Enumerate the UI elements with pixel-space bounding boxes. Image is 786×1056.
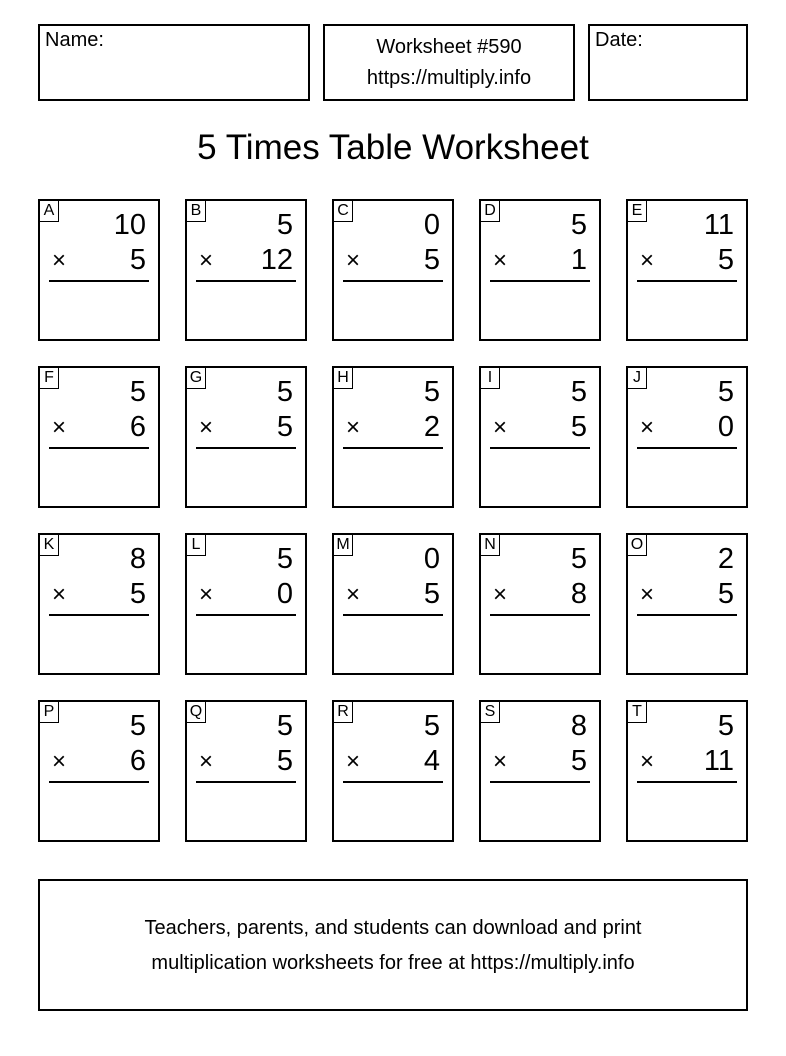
multiplicand: 5	[570, 376, 587, 408]
answer-line	[637, 280, 737, 282]
problem-letter: C	[334, 201, 353, 222]
multiplier: 5	[717, 578, 734, 610]
multiplier: 5	[423, 578, 440, 610]
problem-letter: D	[481, 201, 500, 222]
problem-letter: H	[334, 368, 353, 389]
problem-letter: R	[334, 702, 353, 723]
problem-card[interactable]	[185, 199, 307, 341]
answer-line	[196, 614, 296, 616]
problem-letter: B	[187, 201, 206, 222]
answer-line	[343, 280, 443, 282]
answer-line	[490, 781, 590, 783]
problem-card[interactable]	[479, 700, 601, 842]
multiplicand: 5	[570, 209, 587, 241]
problem-letter: E	[628, 201, 647, 222]
multiplicand: 5	[717, 376, 734, 408]
problem-letter: P	[40, 702, 59, 723]
problem-card[interactable]	[332, 199, 454, 341]
multiplicand: 5	[129, 710, 146, 742]
problem-card[interactable]	[626, 700, 748, 842]
problem-card[interactable]	[479, 199, 601, 341]
problem-letter: S	[481, 702, 500, 723]
multiplier: 4	[423, 745, 440, 777]
footer-box	[38, 879, 748, 1011]
multiplicand: 5	[717, 710, 734, 742]
problem-card[interactable]	[626, 199, 748, 341]
multiplicand: 5	[276, 209, 293, 241]
multiply-sign: ×	[52, 748, 67, 775]
multiplier: 5	[129, 244, 146, 276]
problem-card[interactable]	[626, 366, 748, 508]
problem-card[interactable]	[479, 533, 601, 675]
problem-card[interactable]	[626, 533, 748, 675]
answer-line	[196, 781, 296, 783]
worksheet-number: Worksheet #590	[376, 36, 522, 58]
multiply-sign: ×	[640, 748, 655, 775]
multiply-sign: ×	[493, 581, 508, 608]
multiplier: 12	[260, 244, 293, 276]
multiplicand: 10	[113, 209, 146, 241]
multiplier: 5	[276, 745, 293, 777]
problem-card[interactable]	[479, 366, 601, 508]
problem-card[interactable]	[38, 700, 160, 842]
answer-line	[49, 447, 149, 449]
answer-line	[343, 614, 443, 616]
multiplicand: 0	[423, 543, 440, 575]
answer-line	[343, 447, 443, 449]
name-field[interactable]	[38, 24, 310, 101]
multiplier: 5	[129, 578, 146, 610]
name-label: Name:	[45, 29, 104, 51]
multiply-sign: ×	[199, 414, 214, 441]
worksheet-info-box	[323, 24, 575, 101]
multiply-sign: ×	[346, 247, 361, 274]
answer-line	[490, 447, 590, 449]
multiplier: 11	[703, 745, 734, 777]
multiplicand: 5	[276, 376, 293, 408]
problem-card[interactable]	[332, 366, 454, 508]
multiply-sign: ×	[493, 414, 508, 441]
multiplicand: 5	[423, 710, 440, 742]
problem-card[interactable]	[332, 700, 454, 842]
multiplicand: 5	[129, 376, 146, 408]
multiplier: 6	[129, 411, 146, 443]
problem-letter: Q	[187, 702, 206, 723]
problem-letter: G	[187, 368, 206, 389]
multiply-sign: ×	[640, 247, 655, 274]
multiply-sign: ×	[199, 748, 214, 775]
multiply-sign: ×	[346, 581, 361, 608]
answer-line	[637, 614, 737, 616]
multiply-sign: ×	[52, 414, 67, 441]
worksheet-url: https://multiply.info	[366, 67, 532, 89]
multiply-sign: ×	[640, 414, 655, 441]
problem-letter: M	[334, 535, 353, 556]
multiplier: 5	[570, 411, 587, 443]
multiply-sign: ×	[640, 581, 655, 608]
problem-letter: I	[481, 368, 500, 389]
date-label: Date:	[595, 29, 643, 51]
multiplier: 5	[570, 745, 587, 777]
multiplicand: 8	[570, 710, 587, 742]
problem-card[interactable]	[185, 366, 307, 508]
problem-letter: L	[187, 535, 206, 556]
multiplier: 8	[570, 578, 587, 610]
page-title: 5 Times Table Worksheet	[197, 128, 589, 167]
answer-line	[343, 781, 443, 783]
multiply-sign: ×	[199, 581, 214, 608]
answer-line	[196, 280, 296, 282]
multiplicand: 0	[423, 209, 440, 241]
problem-letter: F	[40, 368, 59, 389]
multiply-sign: ×	[493, 247, 508, 274]
answer-line	[490, 280, 590, 282]
multiplier: 5	[717, 244, 734, 276]
multiply-sign: ×	[52, 247, 67, 274]
multiply-sign: ×	[346, 414, 361, 441]
multiply-sign: ×	[52, 581, 67, 608]
footer-line-1: Teachers, parents, and students can download and print	[144, 917, 642, 939]
problem-letter: K	[40, 535, 59, 556]
multiplier: 2	[423, 411, 440, 443]
problem-letter: N	[481, 535, 500, 556]
problem-letter: O	[628, 535, 647, 556]
answer-line	[637, 447, 737, 449]
problem-card[interactable]	[38, 366, 160, 508]
multiplicand: 8	[129, 543, 146, 575]
multiplier: 6	[129, 745, 146, 777]
multiplier: 5	[276, 411, 293, 443]
answer-line	[637, 781, 737, 783]
problem-letter: T	[628, 702, 647, 723]
multiply-sign: ×	[493, 748, 508, 775]
multiplicand: 5	[423, 376, 440, 408]
multiply-sign: ×	[346, 748, 361, 775]
answer-line	[49, 280, 149, 282]
multiplier: 0	[717, 411, 734, 443]
problem-card[interactable]	[38, 533, 160, 675]
multiply-sign: ×	[199, 247, 214, 274]
answer-line	[490, 614, 590, 616]
multiplier: 1	[570, 244, 587, 276]
multiplicand: 11	[703, 209, 734, 241]
problem-letter: J	[628, 368, 647, 389]
multiplicand: 5	[276, 710, 293, 742]
footer-line-2: multiplication worksheets for free at https://multiply.info	[151, 952, 635, 974]
problem-card[interactable]	[185, 700, 307, 842]
problem-letter: A	[40, 201, 59, 222]
problem-card[interactable]	[38, 199, 160, 341]
problem-card[interactable]	[185, 533, 307, 675]
multiplicand: 5	[570, 543, 587, 575]
answer-line	[196, 447, 296, 449]
multiplicand: 5	[276, 543, 293, 575]
multiplicand: 2	[717, 543, 734, 575]
date-field[interactable]	[588, 24, 748, 101]
problem-card[interactable]	[332, 533, 454, 675]
multiplier: 0	[276, 578, 293, 610]
multiplier: 5	[423, 244, 440, 276]
answer-line	[49, 781, 149, 783]
answer-line	[49, 614, 149, 616]
